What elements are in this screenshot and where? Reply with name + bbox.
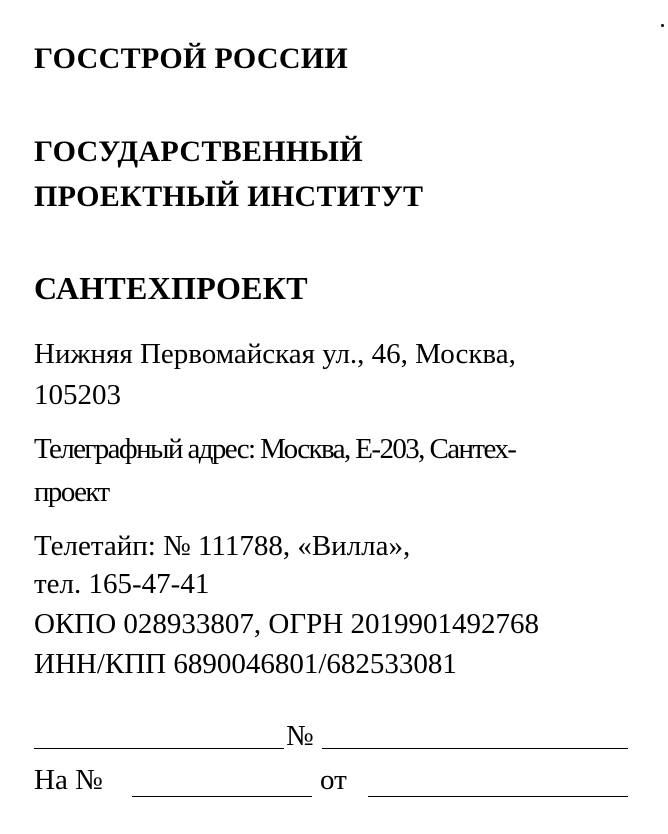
number-label: № — [286, 720, 314, 752]
date-label: от — [320, 764, 347, 796]
institute-type-line1: ГОСУДАРСТВЕННЫЙ — [34, 135, 363, 168]
outgoing-number-blank-left — [34, 748, 284, 749]
organization-name: САНТЕХПРОЕКТ — [34, 270, 308, 306]
teletype: Телетайп: № 111788, «Вилла», — [34, 530, 411, 562]
telegraph-address-line1: Телеграфный адрес: Москва, Е-203, Сантех- — [34, 433, 516, 465]
telegraph-address-line2: проект — [34, 476, 109, 508]
date-blank — [368, 796, 628, 797]
ministry-name: ГОССТРОЙ РОССИИ — [34, 42, 349, 75]
okpo-ogrn: ОКПО 028933807, ОГРН 2019901492768 — [34, 608, 539, 640]
address-line1: Нижняя Первомайская ул., 46, Москва, — [34, 338, 516, 370]
margin-mark — [661, 24, 664, 27]
reply-number-blank — [132, 796, 312, 797]
outgoing-number-blank-right — [322, 748, 628, 749]
phone: тел. 165-47-41 — [34, 568, 210, 600]
address-postcode: 105203 — [34, 379, 121, 411]
inn-kpp: ИНН/КПП 6890046801/682533081 — [34, 648, 457, 680]
reply-to-label: На № — [34, 764, 103, 796]
institute-type-line2: ПРОЕКТНЫЙ ИНСТИТУТ — [34, 180, 424, 213]
